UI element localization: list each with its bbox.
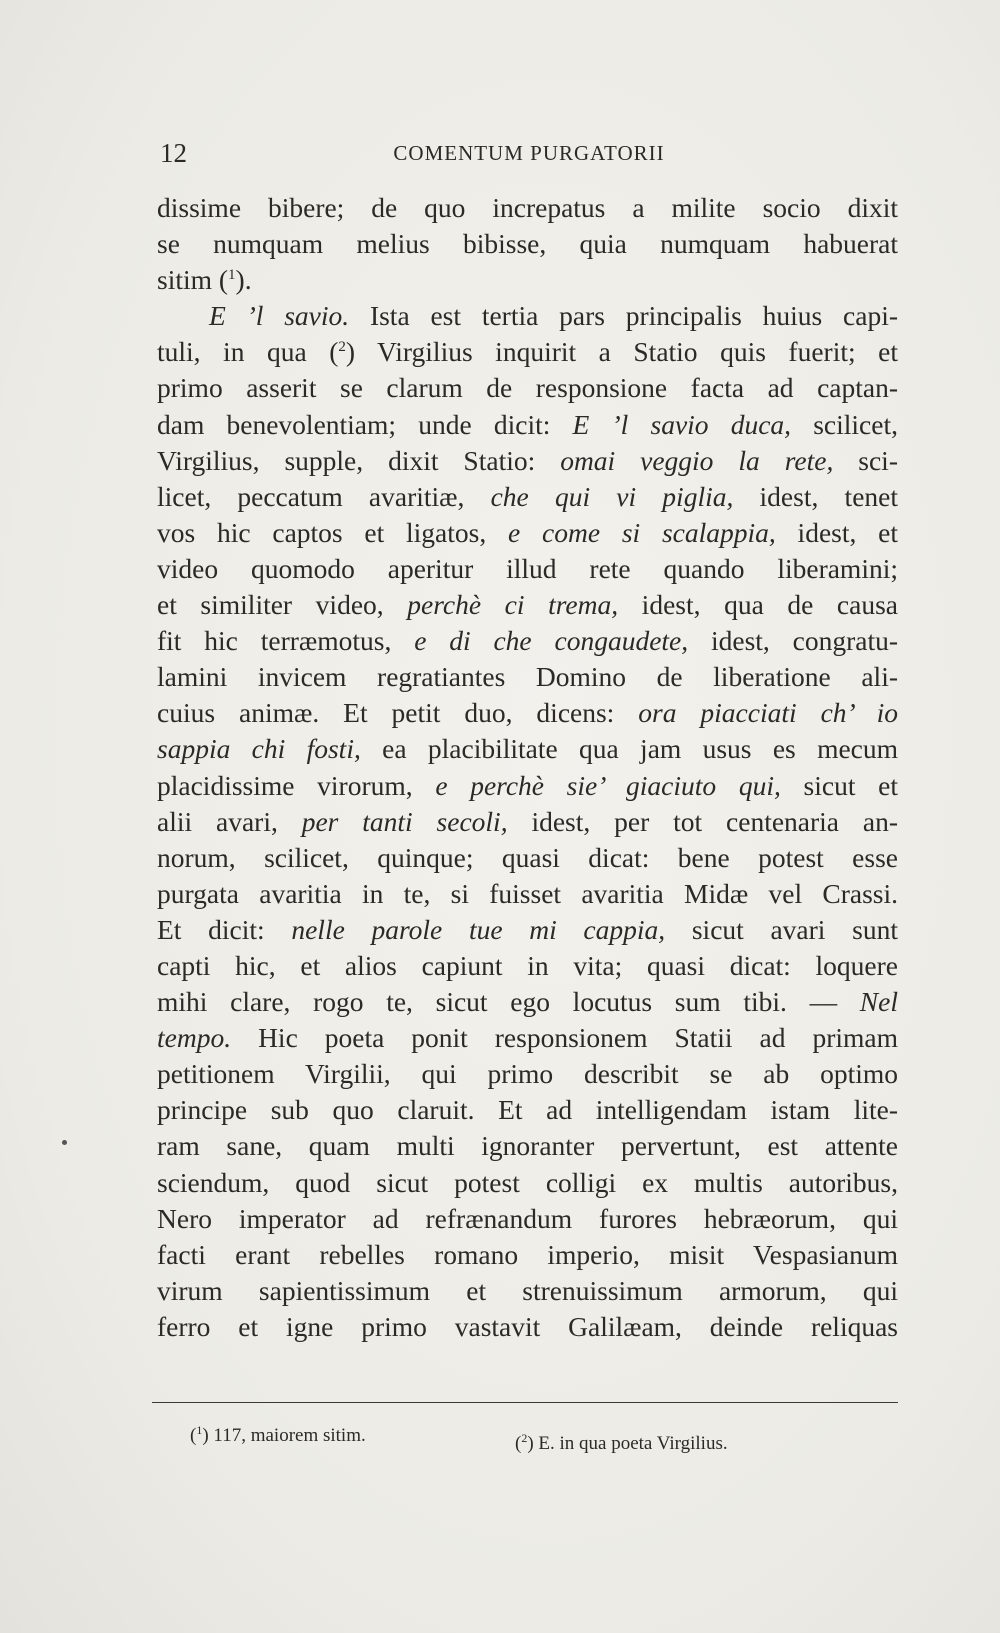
text-line: primo asserit se clarum de responsione facta ad captan-	[157, 372, 898, 404]
page-header	[160, 138, 898, 172]
text-line: tuli, in qua ($^2$) Virgilius inquirit a Statio quis fuerit; et	[157, 336, 898, 368]
text-line: Nero imperator ad refrænandum furores hebræorum, qui	[157, 1202, 898, 1234]
margin-mark	[62, 1140, 67, 1145]
body-text	[157, 190, 898, 1345]
text-line: vos hic captos et ligatos, e come si scalappia, idest, et	[157, 516, 898, 548]
text-line: virum sapientissimum et strenuissimum armorum, qui	[157, 1274, 898, 1306]
text-line: petitionem Virgilii, qui primo describit se ab optimo	[157, 1058, 898, 1090]
text-line: facti erant rebelles romano imperio, misit Vespasianum	[157, 1238, 898, 1270]
text-line: principe sub quo claruit. Et ad intelligendam istam lite-	[157, 1094, 898, 1126]
text-line: ram sane, quam multi ignoranter pervertunt, est attente	[157, 1130, 898, 1162]
footnote-divider	[152, 1402, 898, 1403]
running-head: COMENTUM PURGATORII	[393, 141, 665, 165]
footnote-ref: 2	[338, 339, 346, 356]
text-line: mihi clare, rogo te, sicut ego locutus sum tibi. — Nel	[157, 986, 898, 1018]
text-line: dissime bibere; de quo increpatus a milite socio dixit	[157, 192, 898, 223]
text-line: fit hic terræmotus, e di che congaudete, idest, congratu-	[157, 625, 898, 657]
footnotes	[190, 1425, 898, 1465]
text-line: sitim ($^1$).	[157, 264, 252, 296]
text-line: purgata avaritia in te, si fuisset avaritia Midæ vel Crassi.	[157, 877, 898, 909]
text-line: capti hic, et alios capiunt in vita; quasi dicat: loquere	[157, 949, 898, 981]
text-line: E ’l savio. Ista est tertia pars principalis huius capi-	[209, 300, 898, 332]
text-line: Et dicit: nelle parole tue mi cappia, sicut avari sunt	[157, 913, 898, 945]
text-line: cuius animæ. Et petit duo, dicens: ora piacciati ch’ io	[157, 697, 898, 729]
text-line: sappia chi fosti, ea placibilitate qua jam usus es mecum	[157, 733, 899, 765]
text-line: dam benevolentiam; unde dicit: E ’l savio duca, scilicet,	[157, 408, 898, 440]
text-line: alii avari, per tanti secoli, idest, per tot centenaria an-	[157, 805, 898, 837]
text-line: ferro et igne primo vastavit Galilæam, deinde reliquas	[157, 1310, 898, 1342]
text-line: placidissime virorum, e perchè sie’ giaciuto qui, sicut et	[157, 769, 898, 801]
footnote-ref: 1	[228, 267, 236, 284]
text-line: lamini invicem regratiantes Domino de liberatione ali-	[157, 661, 898, 693]
text-line: tempo. Hic poeta ponit responsionem Statii ad primam	[157, 1022, 898, 1054]
footnote-2: ($^2$) E. in qua poeta Virgilius.	[515, 1431, 728, 1454]
text-line: video quomodo aperitur illud rete quando liberamini;	[157, 552, 898, 584]
text-line: se numquam melius bibisse, quia numquam habuerat	[157, 228, 898, 260]
footnote-1: ($^1$) 117, maiorem sitim.	[190, 1423, 366, 1446]
text-line: et similiter video, perchè ci trema, idest, qua de causa	[157, 589, 898, 621]
text-line: norum, scilicet, quinque; quasi dicat: bene potest esse	[157, 841, 898, 873]
text-line: sciendum, quod sicut potest colligi ex multis autoribus,	[157, 1166, 898, 1198]
text-line: Virgilius, supple, dixit Statio: omai veggio la rete, sci-	[157, 444, 898, 476]
lemma: E ’l savio.	[209, 300, 350, 332]
page-number: 12	[160, 138, 187, 168]
text-line: licet, peccatum avaritiæ, che qui vi piglia, idest, tenet	[157, 480, 898, 512]
